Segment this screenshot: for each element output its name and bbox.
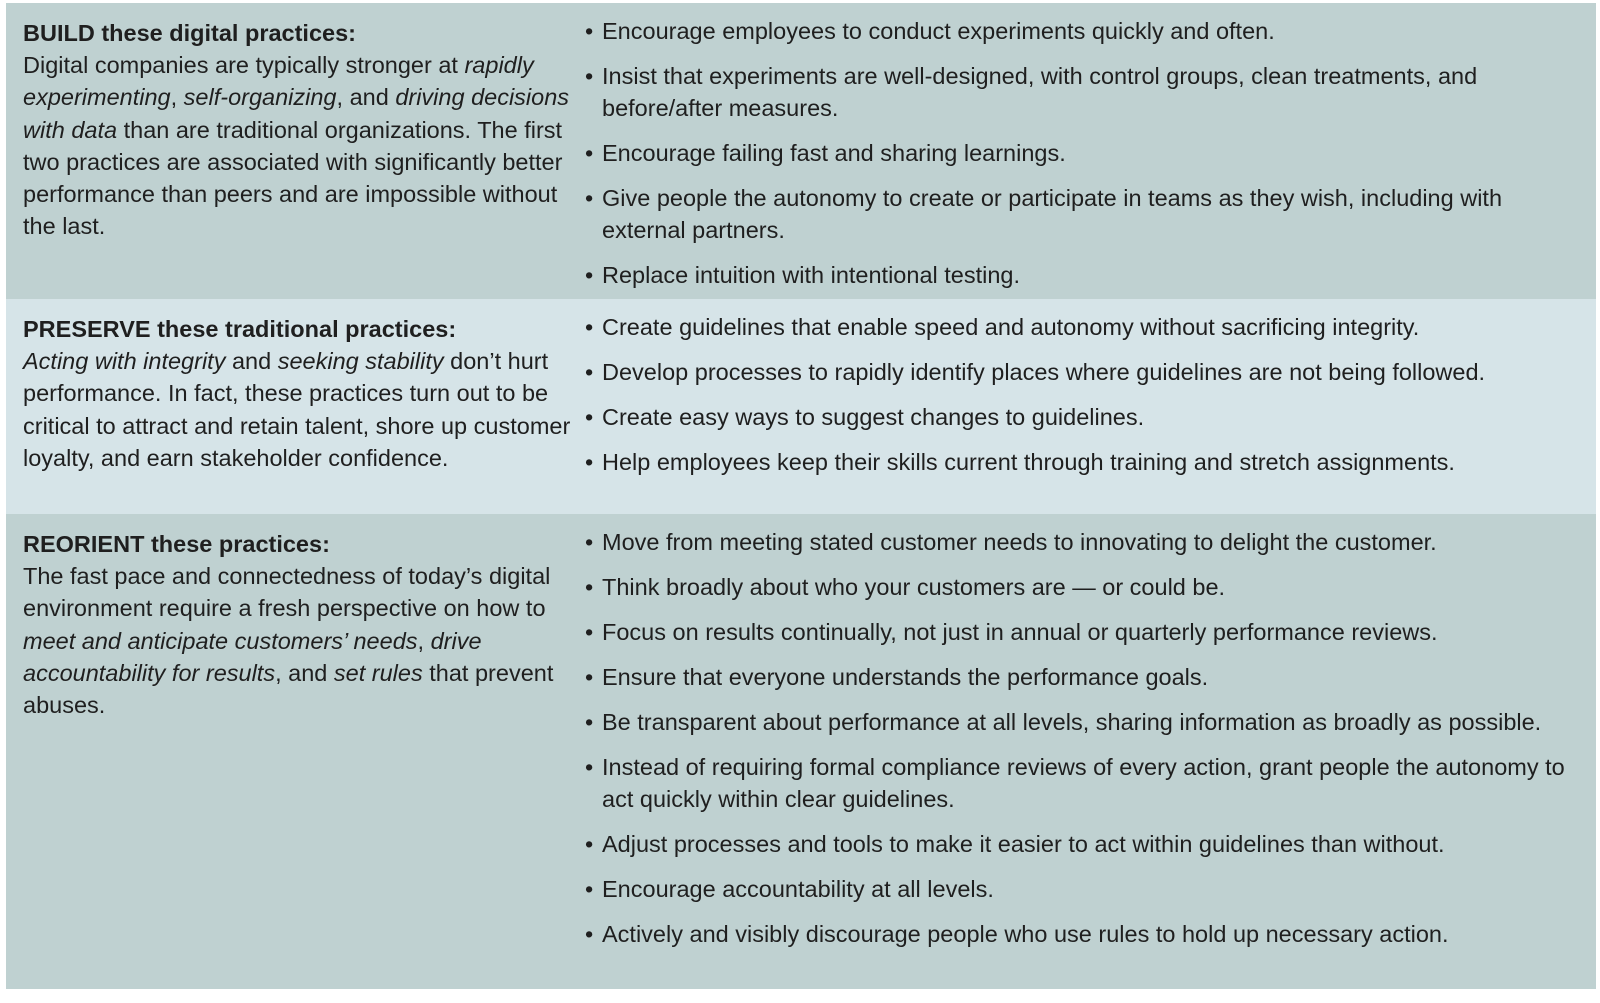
bullet-text: Instead of requiring formal compliance reviews of every action, grant people the autonomy to act quickly within clear guidelines. [602,754,1565,813]
description-emphasis: drive accountability for results [23,627,482,686]
bullet-item [583,706,1576,738]
description-text: and [225,348,278,375]
bullet-icon: • [585,63,594,89]
section-heading: PRESERVE these traditional practices: [23,316,457,342]
bullet-icon: • [585,754,594,780]
bullet-item [583,137,1576,169]
bullet-text: Ensure that everyone understands the performance goals. [602,664,1209,690]
bullet-item [583,571,1576,603]
bullet-text: Actively and visibly discourage people who use rules to hold up necessary action. [602,921,1449,948]
bullet-text: Adjust processes and tools to make it easier to act within guidelines than without. [602,831,1445,858]
bullet-text: Insist that experiments are well-designed, with control groups, clean treatments, and before/after measures. [602,63,1478,122]
bullet-item [583,918,1576,950]
description-text: don’t hurt performance. In fact, these practices turn out to be critical to attract and retain talent, shore up customer loyalty, and earn stakeholder confidence. [23,348,571,471]
description-emphasis: driving decisions with data [23,84,570,143]
description-emphasis: self-organizing [183,84,337,111]
bullet-text: Create easy ways to suggest changes to guidelines. [602,404,1145,430]
bullet-item [583,259,1576,291]
bullet-item [583,751,1576,815]
bullet-text: Develop processes to rapidly identify places where guidelines are not being followed. [602,359,1486,385]
bullet-icon: • [585,185,594,212]
bullet-item [583,873,1576,905]
bullet-icon: • [585,831,594,858]
bullet-icon: • [585,314,594,340]
bullet-item [583,15,1576,47]
practices-table [6,3,1596,989]
description-emphasis: rapidly experimenting [23,52,534,111]
bullet-text: Be transparent about performance at all levels, sharing information as broadly as possible. [602,709,1542,735]
bullet-item [583,401,1576,433]
bullet-text: Create guidelines that enable speed and autonomy without sacrificing integrity. [602,314,1420,340]
bullet-text: Think broadly about who your customers are — or could be. [602,574,1226,600]
bullet-text: Encourage accountability at all levels. [602,876,994,903]
description-text: , and [336,84,396,111]
description-emphasis: seeking stability [277,348,444,375]
bullet-icon: • [585,664,594,690]
bullet-item [583,311,1576,343]
bullet-icon: • [585,709,594,735]
bullet-item [583,446,1576,478]
bullet-list [583,526,1576,950]
bullet-icon: • [585,404,594,430]
bullet-list [583,15,1576,292]
bullet-text: Give people the autonomy to create or participate in teams as they wish, including with external partners. [602,185,1503,244]
bullet-icon: • [585,574,594,600]
bullet-icon: • [585,359,594,385]
section-heading: BUILD these digital practices: [23,20,356,46]
description-emphasis: set rules [333,659,423,686]
section-preserve [6,299,1596,514]
bullet-item [583,828,1576,860]
bullet-item [583,661,1576,693]
bullet-icon: • [585,876,594,903]
description-emphasis: meet and anticipate customers’ needs [23,627,418,654]
bullet-item [583,60,1576,124]
description-emphasis: Acting with integrity [23,348,226,375]
section-summary [6,299,583,514]
bullet-text: Replace intuition with intentional testing. [602,262,1021,289]
section-build [6,3,1596,299]
bullet-icon: • [585,529,594,555]
description-text: , [417,627,431,654]
bullet-text: Encourage failing fast and sharing learnings. [602,140,1066,167]
section-bullets [583,3,1596,299]
section-heading: REORIENT these practices: [23,531,330,557]
bullet-text: Focus on results continually, not just in annual or quarterly performance reviews. [602,619,1438,645]
bullet-icon: • [585,449,594,475]
section-summary [6,3,583,299]
section-description [23,49,573,242]
section-bullets [583,514,1596,989]
section-description [23,345,573,474]
bullet-item [583,526,1576,558]
bullet-list [583,311,1576,478]
description-text: , and [275,659,334,686]
description-text: The fast pace and connectedness of today’s digital environment require a fresh perspective on how to [23,563,551,622]
bullet-icon: • [585,619,594,645]
section-description [23,560,573,721]
bullet-icon: • [585,921,594,948]
bullet-item [583,616,1576,648]
bullet-item [583,182,1576,246]
description-text: that prevent abuses. [23,659,554,719]
bullet-icon: • [585,140,594,167]
section-bullets [583,299,1596,514]
section-summary [6,514,583,989]
bullet-icon: • [585,18,594,44]
bullet-icon: • [585,262,594,289]
bullet-text: Encourage employees to conduct experiments quickly and often. [602,18,1275,44]
bullet-text: Move from meeting stated customer needs to innovating to delight the customer. [602,529,1437,555]
bullet-item [583,356,1576,388]
description-text: than are traditional organizations. The first two practices are associated with significantly better performance than peers and are impossible without the last. [23,116,563,240]
description-text: Digital companies are typically stronger at [23,52,465,79]
description-text: , [170,84,184,111]
section-reorient [6,514,1596,989]
bullet-text: Help employees keep their skills current through training and stretch assignments. [602,449,1455,475]
